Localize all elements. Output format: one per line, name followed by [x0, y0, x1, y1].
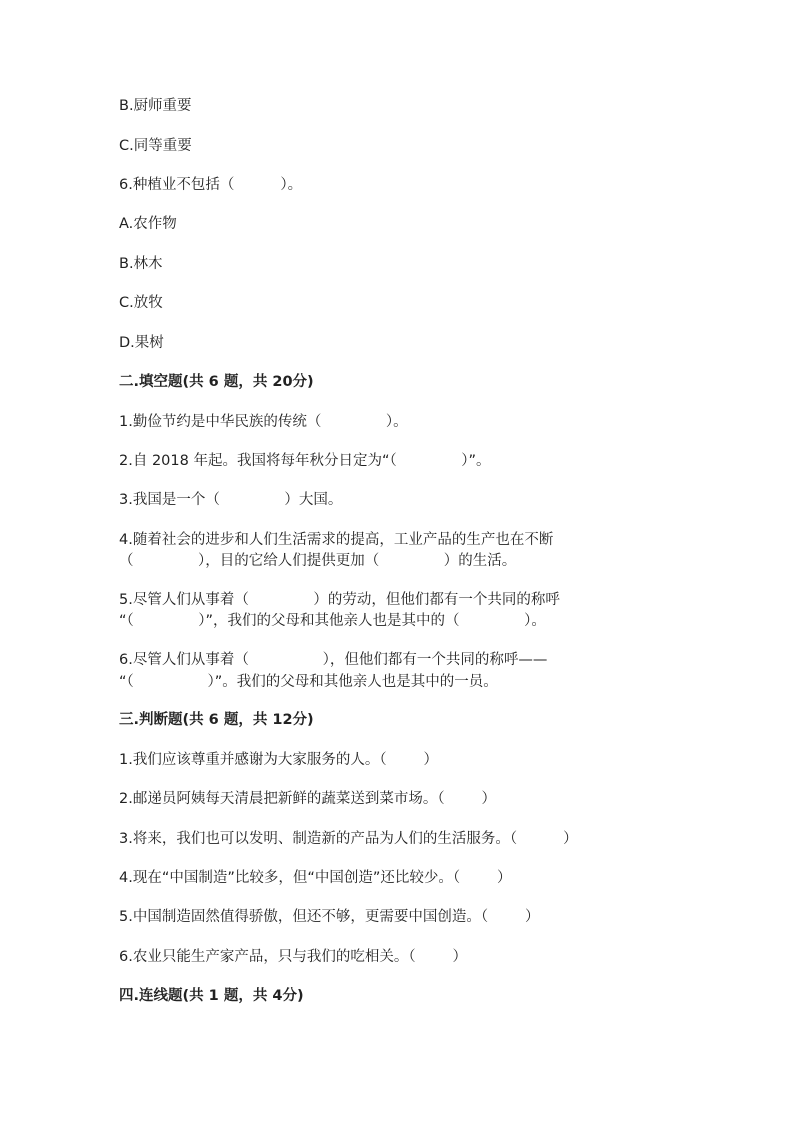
section-fill-blank-heading: 二.填空题(共 6 题，共 20分) — [119, 374, 314, 390]
true-false-question-2: 2.邮递员阿姨每天清晨把新鲜的蔬菜送到菜市场。（ ） — [119, 791, 496, 807]
option-c-equal: C.同等重要 — [119, 138, 192, 154]
question-6-option-a: A.农作物 — [119, 216, 177, 232]
true-false-question-1: 1.我们应该尊重并感谢为大家服务的人。（ ） — [119, 752, 438, 768]
fill-blank-question-5-line-1: 5.尽管人们从事着（ ）的劳动，但他们都有一个共同的称呼 — [119, 592, 560, 608]
true-false-question-4: 4.现在“中国制造”比较多，但“中国创造”还比较少。（ ） — [119, 870, 512, 886]
fill-blank-question-6-line-2: “（ ）”。我们的父母和其他亲人也是其中的一员。 — [119, 674, 498, 690]
question-6-option-b: B.林木 — [119, 256, 163, 272]
question-6-option-d: D.果树 — [119, 335, 164, 351]
true-false-question-6: 6.农业只能生产家产品，只与我们的吃相关。（ ） — [119, 949, 467, 965]
true-false-question-5: 5.中国制造固然值得骄傲，但还不够，更需要中国创造。（ ） — [119, 909, 540, 925]
fill-blank-question-1: 1.勤俭节约是中华民族的传统（ ）。 — [119, 414, 408, 430]
fill-blank-question-4-line-1: 4.随着社会的进步和人们生活需求的提高，工业产品的生产也在不断 — [119, 532, 554, 548]
question-6-stem: 6.种植业不包括（ ）。 — [119, 177, 303, 193]
option-b-chef: B.厨师重要 — [119, 98, 192, 114]
fill-blank-question-3: 3.我国是一个（ ）大国。 — [119, 492, 343, 508]
true-false-question-3: 3.将来，我们也可以发明、制造新的产品为人们的生活服务。（ ） — [119, 831, 578, 847]
question-6-option-c: C.放牧 — [119, 295, 163, 311]
section-matching-heading: 四.连线题(共 1 题，共 4分) — [119, 988, 304, 1004]
fill-blank-question-6-line-1: 6.尽管人们从事着（ ），但他们都有一个共同的称呼—— — [119, 652, 548, 668]
fill-blank-question-2: 2.自 2018 年起。我国将每年秋分日定为“（ ）”。 — [119, 453, 491, 469]
fill-blank-question-5-line-2: “（ ）”，我们的父母和其他亲人也是其中的（ ）。 — [119, 613, 546, 629]
fill-blank-question-4-line-2: （ ），目的它给人们提供更加（ ）的生活。 — [119, 553, 517, 569]
section-true-false-heading: 三.判断题(共 6 题，共 12分) — [119, 712, 314, 728]
